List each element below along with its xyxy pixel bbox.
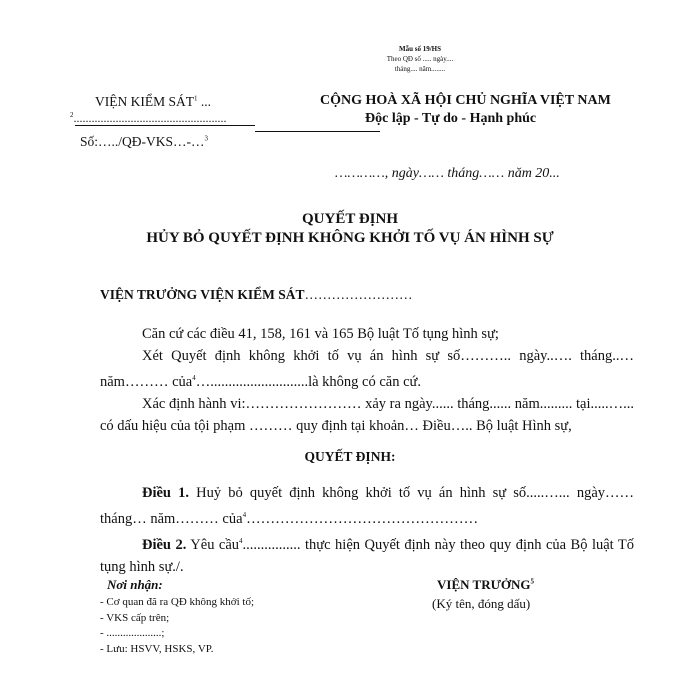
form-code-title: Mẫu số 19/HS	[398, 45, 441, 53]
document-title: QUYẾT ĐỊNH	[302, 211, 398, 227]
consideration-text-a: Xét Quyết định không khởi tố vụ án hình sự số……….. ngày..…. tháng..… năm……… của	[100, 348, 634, 390]
preamble	[100, 323, 634, 437]
issuer-label: VIỆN TRƯỞNG VIỆN KIỂM SÁT	[100, 287, 305, 302]
recipient-item: - Lưu: HSVV, HSKS, VP.	[100, 643, 214, 655]
footnote-1: 1	[194, 94, 198, 103]
recipient-item: - ....................;	[100, 627, 165, 639]
recipients-title: Nơi nhận:	[107, 577, 163, 592]
article-1-text-a: Huỷ bỏ quyết định không khởi tố vụ án hình sự số.....…... ngày…… tháng… năm……… của	[100, 485, 635, 527]
agency-subline	[70, 111, 227, 126]
article-1-text-b: …………………………………………	[246, 510, 479, 527]
footnote-2: 2	[70, 111, 74, 119]
footnote-4c: 4	[239, 536, 243, 545]
agency-name	[95, 94, 211, 110]
footnote-4b: 4	[242, 511, 247, 519]
document-number	[80, 134, 208, 150]
footnote-4a: 4	[192, 374, 196, 382]
national-motto: Độc lập - Tự do - Hạnh phúc	[365, 111, 537, 126]
motto-underline	[255, 131, 380, 132]
article-2-text-a: Yêu cầu	[186, 536, 240, 553]
issuer-heading	[100, 287, 413, 303]
agency-underline	[75, 125, 255, 126]
article-2-label: Điều 2.	[142, 536, 187, 553]
agency-suffix: ...	[197, 94, 211, 109]
article-1	[100, 482, 634, 530]
form-code-line1: Theo QĐ số ..... ngày....	[386, 55, 454, 63]
form-code	[365, 44, 475, 74]
consideration-text-b: …...........................là không có căn cứ.	[195, 373, 422, 390]
agency-subline-dots: ...................................................	[73, 111, 227, 125]
footnote-3: 3	[204, 134, 209, 143]
nation-title: CỘNG HOÀ XÃ HỘI CHỦ NGHĨA VIỆT NAM	[320, 93, 611, 108]
recipient-item: - Cơ quan đã ra QĐ không khởi tố;	[100, 596, 254, 608]
signer-title	[437, 577, 534, 593]
article-2-text-b: ................ thực hiện Quyết định này theo quy định của Bộ luật Tố tụng hình sự./.	[100, 536, 635, 575]
signer-label: VIỆN TRƯỞNG	[437, 577, 531, 592]
issuer-dots: ……………………	[304, 287, 413, 302]
signature-note: (Ký tên, đóng dấu)	[432, 596, 531, 611]
document-number-text: Số:…../QĐ-VKS…-…	[80, 134, 205, 149]
form-code-line2: tháng.... năm........	[394, 65, 446, 73]
consideration	[100, 345, 634, 393]
decision-heading: QUYẾT ĐỊNH:	[304, 449, 396, 464]
place-date: …………, ngày…… tháng…… năm 20...	[335, 166, 560, 181]
legal-basis: Căn cứ các điều 41, 158, 161 và 165 Bộ luật Tố tụng hình sự;	[142, 326, 499, 342]
determination: Xác định hành vi:…………………… xảy ra ngày...... tháng...... năm......... tại.....…... có dấu hiệu của tội phạm ……… quy định tại khoản… Điều….. Bộ luật Hình sự,	[100, 395, 634, 434]
agency-label: VIỆN KIỂM SÁT	[95, 94, 194, 109]
article-2	[100, 530, 634, 578]
recipient-item: - VKS cấp trên;	[100, 612, 170, 624]
articles	[100, 482, 634, 578]
article-1-label: Điều 1.	[142, 485, 190, 501]
document-subtitle: HỦY BỎ QUYẾT ĐỊNH KHÔNG KHỞI TỐ VỤ ÁN HÌNH SỰ	[146, 230, 554, 246]
footnote-5: 5	[530, 577, 535, 586]
